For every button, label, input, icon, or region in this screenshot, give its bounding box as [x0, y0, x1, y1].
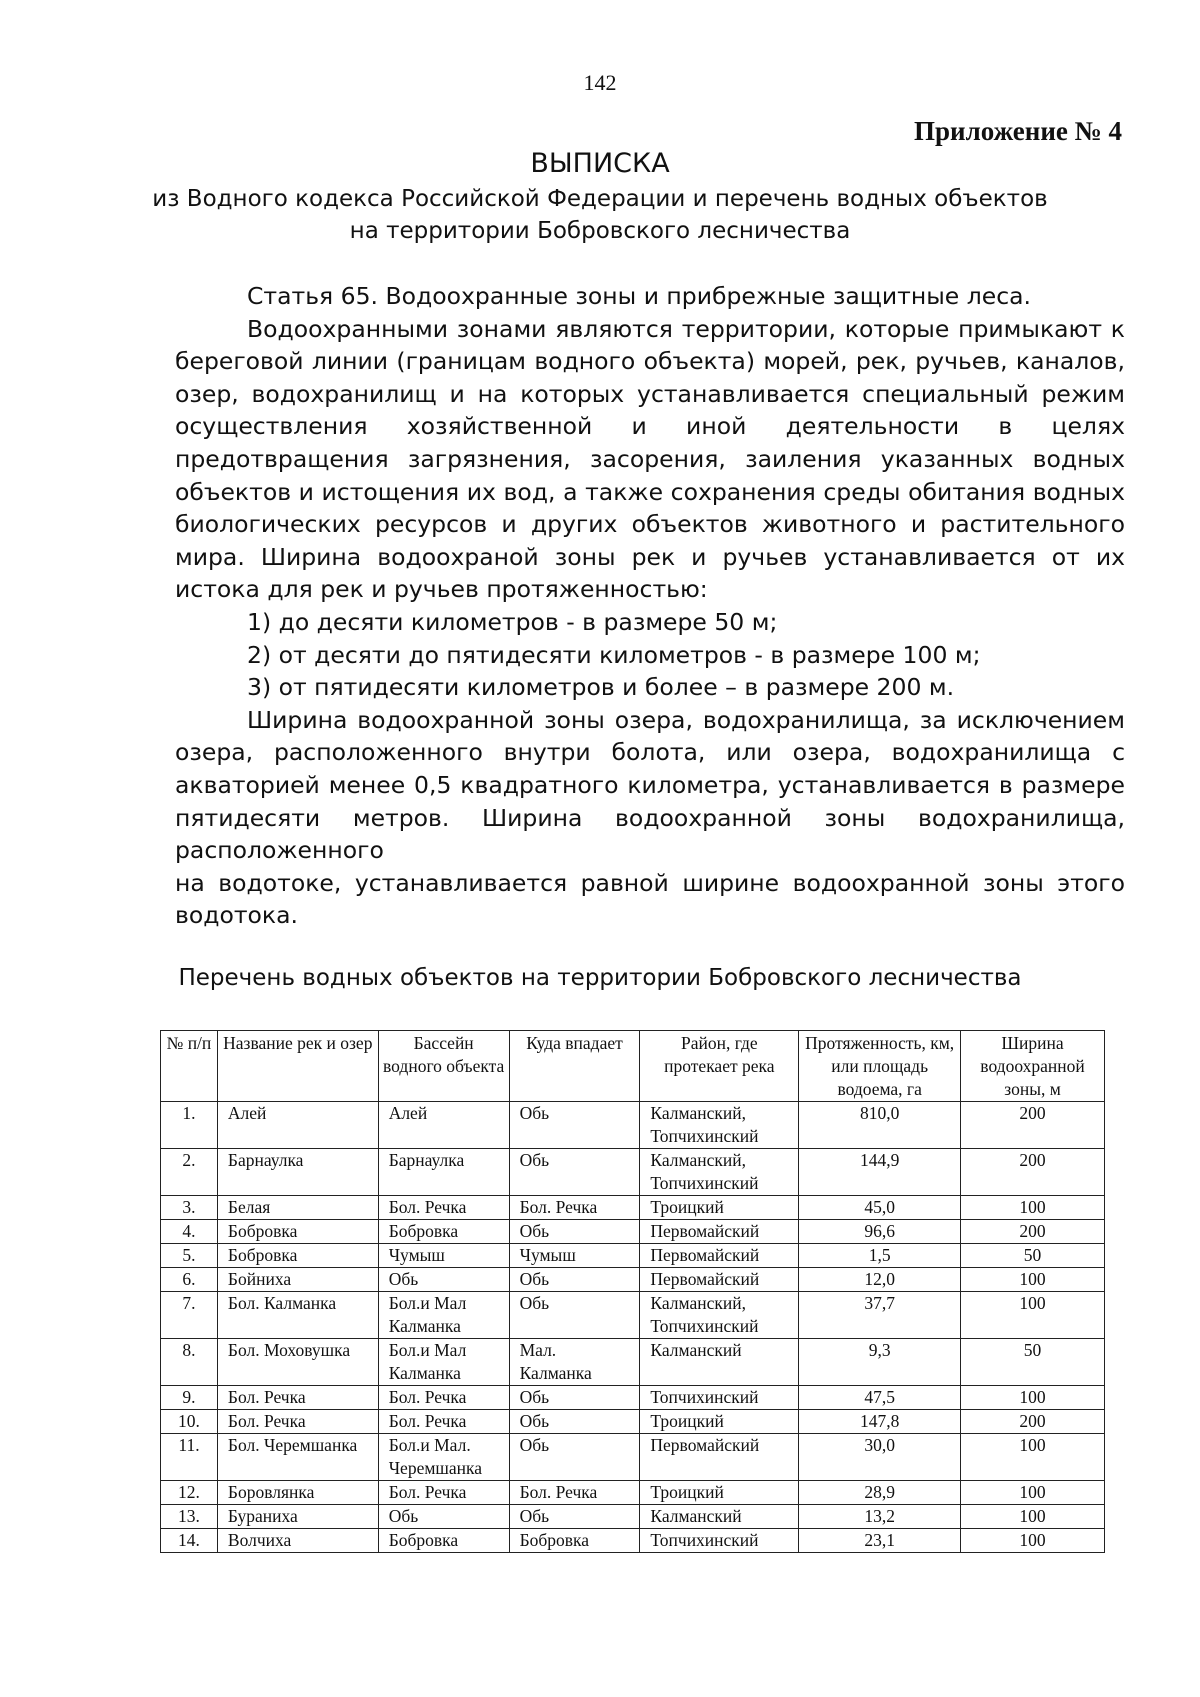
header-district: Район, где протекает река [640, 1031, 799, 1102]
appendix-label: Приложение № 4 [914, 116, 1122, 146]
cell-zone-width: 200 [961, 1410, 1105, 1434]
cell-basin: Бол. Речка [378, 1481, 509, 1505]
table-row [161, 1434, 1105, 1481]
cell-district: Калманский, Топчихинский [640, 1102, 799, 1149]
cell-length: 37,7 [799, 1292, 961, 1339]
cell-length: 96,6 [799, 1220, 961, 1244]
article-heading: Статья 65. Водоохранные зоны и прибрежные защитные леса. [247, 282, 1031, 310]
header-name: Название рек и озер [217, 1031, 378, 1102]
cell-district: Троицкий [640, 1481, 799, 1505]
header-number: № п/п [161, 1031, 218, 1102]
cell-zone-width: 50 [961, 1244, 1105, 1268]
cell-basin: Бол. Речка [378, 1410, 509, 1434]
paragraph-2-part-1: Ширина водоохранной зоны озера, водохранилища, за исключением озера, расположенного внутри болота, или озера, водохранилища с акваторией менее 0,5 квадратного километра, устанавливается в размере пятидесяти метров. Ширина водоохранной зоны водохранилища, расположенного [175, 705, 1125, 865]
cell-name: Бол. Речка [217, 1386, 378, 1410]
cell-length: 13,2 [799, 1505, 961, 1529]
cell-outflow: Обь [509, 1386, 640, 1410]
cell-basin: Алей [378, 1102, 509, 1149]
cell-name: Боровлянка [217, 1481, 378, 1505]
cell-zone-width: 200 [961, 1220, 1105, 1244]
cell-outflow: Бол. Речка [509, 1196, 640, 1220]
cell-name: Алей [217, 1102, 378, 1149]
cell-name: Бол. Черемшанка [217, 1434, 378, 1481]
cell-number: 10. [161, 1410, 218, 1434]
document-subtitle [0, 183, 1200, 247]
header-length: Протяженность, км, или площадь водоема, га [799, 1031, 961, 1102]
cell-basin: Бобровка [378, 1220, 509, 1244]
cell-outflow: Обь [509, 1292, 640, 1339]
cell-name: Волчиха [217, 1529, 378, 1553]
header-basin: Бассейн водного объекта [378, 1031, 509, 1102]
subtitle-line-2: на территории Бобровского лесничества [349, 218, 851, 244]
table-body [161, 1102, 1105, 1553]
table-row [161, 1529, 1105, 1553]
cell-number: 12. [161, 1481, 218, 1505]
paragraph-1: Водоохранными зонами являются территории, которые примыкают к береговой линии (границам водного объекта) морей, рек, ручьев, каналов, озер, водохранилищ и на которых устанавливается специальный режим осуществления хозяйственной и иной деятельности в целях предотвращения загрязнения, засорения, заиления указанных водных объектов и истощения их вод, а также сохранения среды обитания водных биологических ресурсов и других объектов животного и растительного мира. Ширина водоохраной зоны рек и ручьев устанавливается от их истока для рек и ручьев протяженностью: [175, 314, 1125, 604]
cell-district: Калманский, Топчихинский [640, 1292, 799, 1339]
cell-name: Бураниха [217, 1505, 378, 1529]
cell-basin: Бол. Речка [378, 1386, 509, 1410]
subtitle-line-1: из Водного кодекса Российской Федерации и перечень водных объектов [152, 186, 1048, 212]
document-body [175, 280, 1125, 932]
cell-number: 2. [161, 1149, 218, 1196]
cell-number: 3. [161, 1196, 218, 1220]
cell-number: 13. [161, 1505, 218, 1529]
cell-zone-width: 200 [961, 1102, 1105, 1149]
table-row [161, 1292, 1105, 1339]
cell-zone-width: 100 [961, 1481, 1105, 1505]
table-caption: Перечень водных объектов на территории Бобровского лесничества [178, 965, 1022, 991]
table-header-row [161, 1031, 1105, 1102]
cell-number: 5. [161, 1244, 218, 1268]
cell-district: Калманский [640, 1339, 799, 1386]
cell-district: Топчихинский [640, 1529, 799, 1553]
cell-basin: Обь [378, 1505, 509, 1529]
table-row [161, 1505, 1105, 1529]
cell-length: 23,1 [799, 1529, 961, 1553]
cell-name: Бол. Речка [217, 1410, 378, 1434]
cell-name: Барнаулка [217, 1149, 378, 1196]
cell-length: 12,0 [799, 1268, 961, 1292]
page-number: 142 [583, 70, 617, 95]
cell-district: Топчихинский [640, 1386, 799, 1410]
table-row [161, 1481, 1105, 1505]
cell-number: 1. [161, 1102, 218, 1149]
cell-outflow: Обь [509, 1434, 640, 1481]
document-title: ВЫПИСКА [530, 148, 670, 179]
list-item: 1) до десяти километров - в размере 50 м; [247, 607, 778, 636]
cell-zone-width: 100 [961, 1196, 1105, 1220]
table-row [161, 1386, 1105, 1410]
list-item: 3) от пятидесяти километров и более – в размере 200 м. [247, 673, 955, 702]
table-row [161, 1339, 1105, 1386]
cell-length: 147,8 [799, 1410, 961, 1434]
cell-outflow: Обь [509, 1102, 640, 1149]
cell-number: 4. [161, 1220, 218, 1244]
cell-district: Первомайский [640, 1434, 799, 1481]
cell-length: 47,5 [799, 1386, 961, 1410]
cell-basin: Бол.и Мал Калманка [378, 1292, 509, 1339]
table-row [161, 1410, 1105, 1434]
cell-basin: Бол. Речка [378, 1196, 509, 1220]
cell-zone-width: 100 [961, 1434, 1105, 1481]
cell-name: Белая [217, 1196, 378, 1220]
cell-district: Троицкий [640, 1410, 799, 1434]
table-row [161, 1244, 1105, 1268]
cell-name: Бойниха [217, 1268, 378, 1292]
cell-outflow: Обь [509, 1410, 640, 1434]
cell-basin: Барнаулка [378, 1149, 509, 1196]
cell-number: 7. [161, 1292, 218, 1339]
cell-basin: Чумыш [378, 1244, 509, 1268]
cell-number: 11. [161, 1434, 218, 1481]
cell-district: Калманский [640, 1505, 799, 1529]
cell-zone-width: 200 [961, 1149, 1105, 1196]
cell-zone-width: 100 [961, 1268, 1105, 1292]
table-row [161, 1268, 1105, 1292]
table-row [161, 1149, 1105, 1196]
paragraph-2-part-2: на водотоке, устанавливается равной ширине водоохранной зоны этого водотока. [175, 868, 1125, 930]
cell-length: 45,0 [799, 1196, 961, 1220]
cell-name: Бол. Калманка [217, 1292, 378, 1339]
table-row [161, 1196, 1105, 1220]
header-zone-width: Ширина водоохранной зоны, м [961, 1031, 1105, 1102]
cell-name: Бол. Моховушка [217, 1339, 378, 1386]
cell-name: Бобровка [217, 1244, 378, 1268]
cell-district: Первомайский [640, 1244, 799, 1268]
cell-number: 9. [161, 1386, 218, 1410]
cell-length: 28,9 [799, 1481, 961, 1505]
cell-district: Первомайский [640, 1268, 799, 1292]
water-bodies-table [160, 1030, 1105, 1553]
cell-number: 6. [161, 1268, 218, 1292]
cell-zone-width: 100 [961, 1529, 1105, 1553]
cell-outflow: Чумыш [509, 1244, 640, 1268]
cell-outflow: Мал. Калманка [509, 1339, 640, 1386]
cell-outflow: Обь [509, 1268, 640, 1292]
list-item: 2) от десяти до пятидесяти километров - в размере 100 м; [247, 640, 981, 669]
cell-number: 8. [161, 1339, 218, 1386]
cell-length: 810,0 [799, 1102, 961, 1149]
cell-outflow: Обь [509, 1220, 640, 1244]
cell-basin: Бол.и Мал Калманка [378, 1339, 509, 1386]
cell-zone-width: 50 [961, 1339, 1105, 1386]
table-row [161, 1102, 1105, 1149]
cell-length: 30,0 [799, 1434, 961, 1481]
cell-zone-width: 100 [961, 1505, 1105, 1529]
cell-basin: Обь [378, 1268, 509, 1292]
cell-district: Первомайский [640, 1220, 799, 1244]
cell-length: 1,5 [799, 1244, 961, 1268]
header-outflow: Куда впадает [509, 1031, 640, 1102]
cell-outflow: Обь [509, 1149, 640, 1196]
cell-zone-width: 100 [961, 1386, 1105, 1410]
cell-number: 14. [161, 1529, 218, 1553]
cell-district: Калманский, Топчихинский [640, 1149, 799, 1196]
cell-outflow: Бобровка [509, 1529, 640, 1553]
cell-outflow: Обь [509, 1505, 640, 1529]
cell-outflow: Бол. Речка [509, 1481, 640, 1505]
cell-length: 144,9 [799, 1149, 961, 1196]
cell-basin: Бобровка [378, 1529, 509, 1553]
cell-basin: Бол.и Мал. Черемшанка [378, 1434, 509, 1481]
cell-name: Бобровка [217, 1220, 378, 1244]
table-row [161, 1220, 1105, 1244]
cell-zone-width: 100 [961, 1292, 1105, 1339]
cell-length: 9,3 [799, 1339, 961, 1386]
cell-district: Троицкий [640, 1196, 799, 1220]
